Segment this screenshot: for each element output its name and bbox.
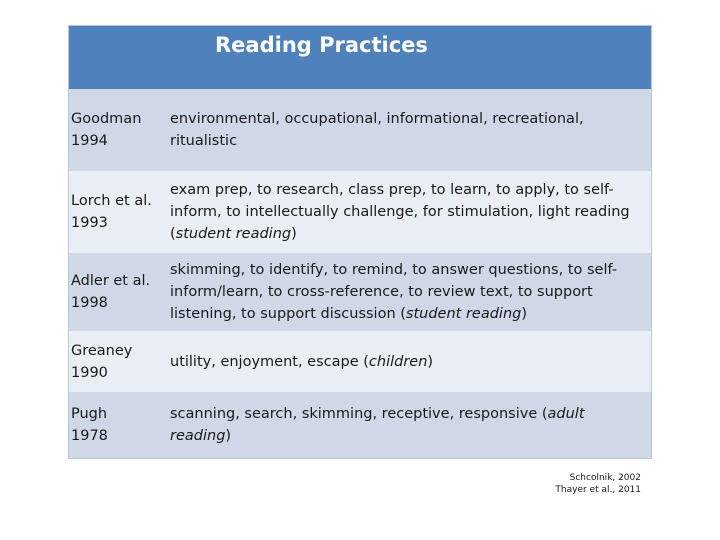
practice-run: utility, enjoyment, escape ( <box>170 353 369 370</box>
practice-qualifier: adult reading <box>170 406 585 444</box>
table-row <box>69 331 651 392</box>
practice-run: ) <box>225 428 232 444</box>
practice-text <box>170 108 584 152</box>
source-cell <box>71 253 163 331</box>
source-author: Goodman <box>71 111 142 127</box>
practice-cell <box>170 253 646 331</box>
practice-run: skimming, to identify, to remind, to answer questions, to self- inform/learn, to cross-reference, to review text, to support listening, to support discussion ( <box>170 262 618 322</box>
source-year: 1993 <box>71 215 108 231</box>
practice-cell <box>170 392 646 458</box>
reading-practices-table <box>68 25 652 459</box>
practice-qualifier: student reading <box>175 226 292 242</box>
source-author: Pugh <box>71 406 108 422</box>
source-author: Adler et al. <box>71 273 151 289</box>
source-author: Lorch et al. <box>71 193 152 209</box>
source-year: 1998 <box>71 295 108 311</box>
table-header <box>69 26 651 89</box>
source-year: 1978 <box>71 428 108 444</box>
practice-cell <box>170 331 646 392</box>
practice-text <box>170 351 433 373</box>
table-row <box>69 89 651 171</box>
table-title: Reading Practices <box>215 33 428 57</box>
source-cell <box>71 392 163 458</box>
practice-cell <box>170 89 646 171</box>
practice-text <box>170 403 646 447</box>
practice-qualifier: children <box>368 353 428 370</box>
practice-run: ) <box>521 306 528 322</box>
practice-run: ) <box>291 226 297 242</box>
source-cell <box>71 89 163 171</box>
practice-qualifier: student reading <box>405 306 522 322</box>
source-year: 1990 <box>71 364 108 381</box>
practice-cell <box>170 171 646 253</box>
practice-run: ) <box>427 353 434 370</box>
source-cell <box>71 331 163 392</box>
citation-line: Schcolnik, 2002 <box>569 473 641 483</box>
table-row <box>69 171 651 253</box>
practice-run: ritualistic <box>170 133 238 149</box>
citation-line: Thayer et al., 2011 <box>555 485 641 495</box>
practice-run: environmental, occupational, informational, recreational, <box>170 111 584 127</box>
practice-text <box>170 259 617 325</box>
practice-text <box>170 179 630 245</box>
source-author: Greaney <box>71 342 133 359</box>
table-row <box>69 253 651 331</box>
source-year: 1994 <box>71 133 108 149</box>
source-cell <box>71 171 163 253</box>
practice-run: scanning, search, skimming, receptive, responsive ( <box>170 406 548 422</box>
practice-run: exam prep, to research, class prep, to learn, to apply, to self- inform, to intellectually challenge, for stimulation, light reading ( <box>170 182 630 242</box>
table-row <box>69 392 651 458</box>
